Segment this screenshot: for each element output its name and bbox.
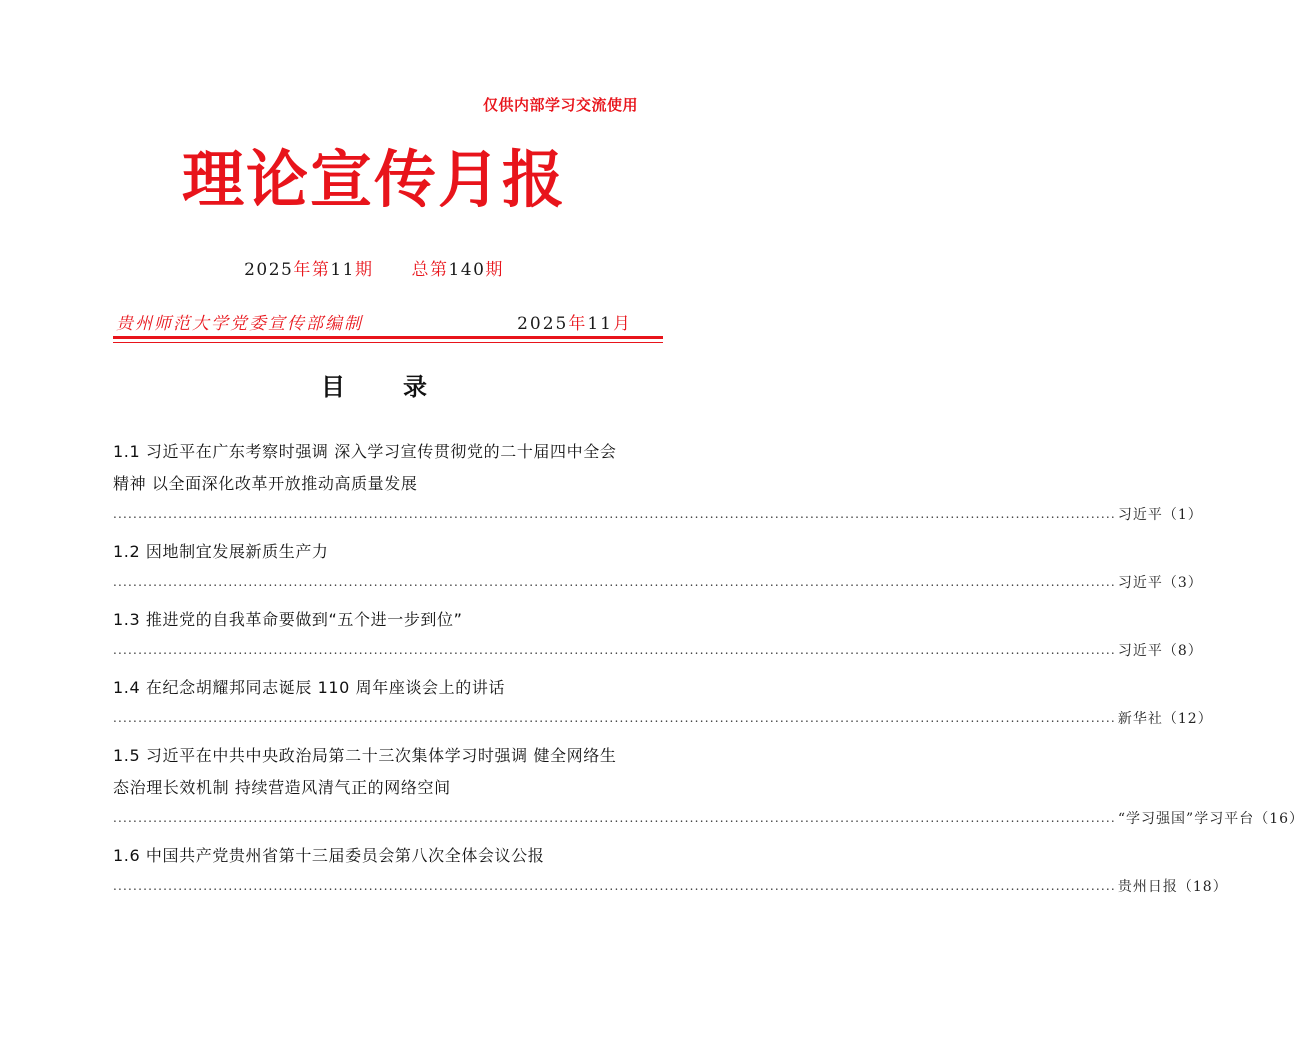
toc-entry-leader — [113, 636, 1203, 664]
issue-number-suffix: 期 — [354, 260, 374, 280]
publish-month: 11 — [587, 314, 613, 334]
editor-line — [116, 309, 632, 334]
toc-entry-leader — [113, 568, 1203, 596]
publish-year: 2025 — [517, 314, 569, 334]
toc-title: 目录 — [321, 373, 485, 401]
issue-total-suffix: 期 — [485, 260, 504, 280]
toc-entry[interactable] — [113, 536, 1203, 596]
issue-year: 2025 — [244, 260, 294, 280]
toc-entry[interactable] — [113, 740, 1304, 832]
toc-entry-title: 1.1 习近平在广东考察时强调 深入学习宣传贯彻党的二十届四中全会精神 以全面深化改革开放推动高质量发展 — [113, 442, 617, 493]
dot-leader: ........................................................................................................................................................................................................ — [113, 575, 1116, 589]
dot-leader: ........................................................................................................................................................................................................ — [113, 711, 1116, 725]
toc-entry-leader — [113, 704, 1213, 732]
toc-entry-leader — [113, 872, 1228, 900]
dot-leader: ........................................................................................................................................................................................................ — [113, 811, 1116, 825]
dot-leader: ........................................................................................................................................................................................................ — [113, 507, 1116, 521]
issue-total-prefix: 总第 — [411, 260, 449, 280]
toc-entry-title: 1.4 在纪念胡耀邦同志诞辰 110 周年座谈会上的讲话 — [113, 678, 506, 697]
toc-entry-source: 习近平（8） — [1117, 643, 1203, 659]
publish-year-unit: 年 — [568, 314, 588, 334]
toc-entry[interactable] — [113, 436, 1203, 528]
toc-entry-source: 习近平（3） — [1117, 575, 1203, 591]
issue-year-suffix: 年第 — [293, 260, 331, 280]
header-rule-thick — [113, 336, 663, 339]
internal-use-notice: 仅供内部学习交流使用 — [482, 96, 638, 114]
issue-number: 11 — [330, 260, 355, 280]
toc-list — [113, 436, 1304, 908]
dot-leader: ........................................................................................................................................................................................................ — [113, 643, 1116, 657]
toc-entry[interactable] — [113, 604, 1203, 664]
dot-leader: ........................................................................................................................................................................................................ — [113, 879, 1116, 893]
toc-entry-source: “学习强国”学习平台（16） — [1117, 811, 1304, 827]
toc-entry-source: 贵州日报（18） — [1117, 879, 1228, 895]
publish-date — [517, 309, 632, 334]
header-rule-thin — [113, 342, 663, 343]
toc-entry-title: 1.6 中国共产党贵州省第十三届委员会第八次全体会议公报 — [113, 846, 545, 865]
toc-entry-leader — [113, 500, 1203, 528]
publish-month-unit: 月 — [613, 314, 632, 334]
toc-entry-title: 1.3 推进党的自我革命要做到“五个进一步到位” — [113, 610, 463, 629]
issue-total-number: 140 — [448, 260, 486, 280]
editor-org: 贵州师范大学党委宣传部编制 — [116, 314, 363, 334]
toc-entry-source: 新华社（12） — [1117, 711, 1213, 727]
toc-entry-leader — [113, 804, 1304, 832]
issue-line — [0, 255, 748, 280]
toc-entry-title: 1.2 因地制宜发展新质生产力 — [113, 542, 329, 561]
toc-entry[interactable] — [113, 840, 1228, 900]
toc-entry-title: 1.5 习近平在中共中央政治局第二十三次集体学习时强调 健全网络生态治理长效机制 持续营造风清气正的网络空间 — [113, 746, 617, 797]
toc-entry-source: 习近平（1） — [1117, 507, 1203, 523]
masthead-title: 理论宣传月报 — [181, 143, 566, 216]
toc-entry[interactable] — [113, 672, 1213, 732]
